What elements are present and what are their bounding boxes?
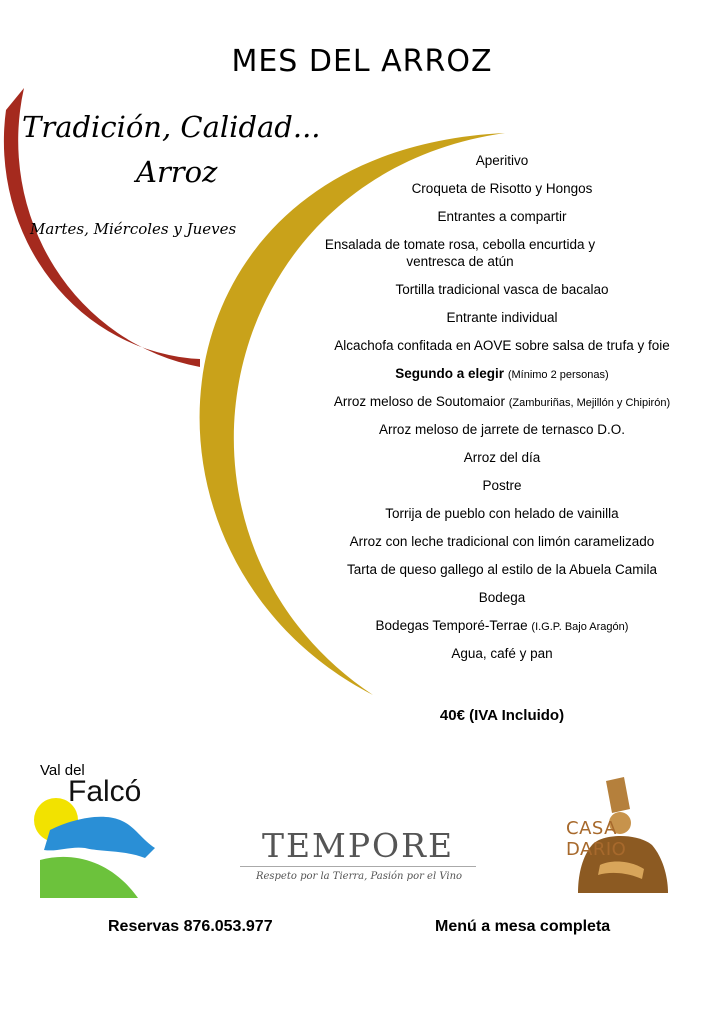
section-entrantes: Entrantes a compartir [437, 209, 567, 224]
tempore-slogan: Respeto por la Tierra, Pasión por el Vino [255, 871, 463, 882]
menu-item-note: (I.G.P. Bajo Aragón) [531, 621, 629, 633]
casadario-logo-line-1: CASA [566, 818, 617, 839]
section-individual: Entrante individual [446, 310, 558, 325]
tagline-line-1: Tradición, Calidad... [22, 110, 321, 144]
menu-note: Menú a mesa completa [435, 918, 611, 935]
menu-item-note: (Zamburiñas, Mejillón y Chipirón) [508, 397, 671, 409]
menu-item [300, 394, 704, 409]
section-segundo-note: (Mínimo 2 personas) [507, 369, 609, 381]
menu-item: Tarta de queso gallego al estilo de la Abuela Camila [347, 562, 657, 577]
valdelfalco-logo-small: Val del [40, 762, 85, 779]
section-aperitivo: Aperitivo [475, 153, 529, 168]
menu-item-cont: ventresca de atún [406, 254, 514, 269]
days-text: Martes, Miércoles y Jueves [30, 220, 237, 238]
menu-item: Croqueta de Risotto y Hongos [411, 181, 593, 196]
tagline-line-2: Arroz [136, 155, 218, 189]
menu-item: Arroz meloso de jarrete de ternasco D.O. [378, 422, 626, 437]
menu-item: Torrija de pueblo con helado de vainilla [385, 506, 619, 521]
menu-item: Alcachofa confitada en AOVE sobre salsa de trufa y foie [334, 338, 670, 353]
valdelfalco-logo-big: Falcó [68, 775, 142, 808]
menu-item: Tortilla tradicional vasca de bacalao [395, 282, 609, 297]
menu-item: Ensalada de tomate rosa, cebolla encurtida y [324, 237, 596, 252]
section-bodega: Bodega [478, 590, 526, 605]
section-segundo [300, 366, 704, 381]
tempore-divider [240, 866, 476, 867]
price: 40€ (IVA Incluido) [439, 707, 565, 724]
tempore-logo: TEMPORE [261, 826, 455, 865]
reservas-phone: Reservas 876.053.977 [108, 918, 273, 935]
menu-item: Arroz con leche tradicional con limón caramelizado [349, 534, 655, 549]
menu-item-name: Arroz meloso de Soutomaior [333, 394, 505, 409]
menu-item [300, 618, 704, 633]
menu-item: Agua, café y pan [451, 646, 553, 661]
page-title: MES DEL ARROZ [231, 44, 493, 79]
menu-item: Arroz del día [463, 450, 541, 465]
casadario-logo-line-2: DARIO [566, 839, 627, 860]
casadario-logo [566, 818, 626, 860]
section-postre: Postre [482, 478, 522, 493]
menu-item-name: Bodegas Temporé-Terrae [375, 618, 528, 633]
section-segundo-heading: Segundo a elegir [395, 366, 505, 381]
